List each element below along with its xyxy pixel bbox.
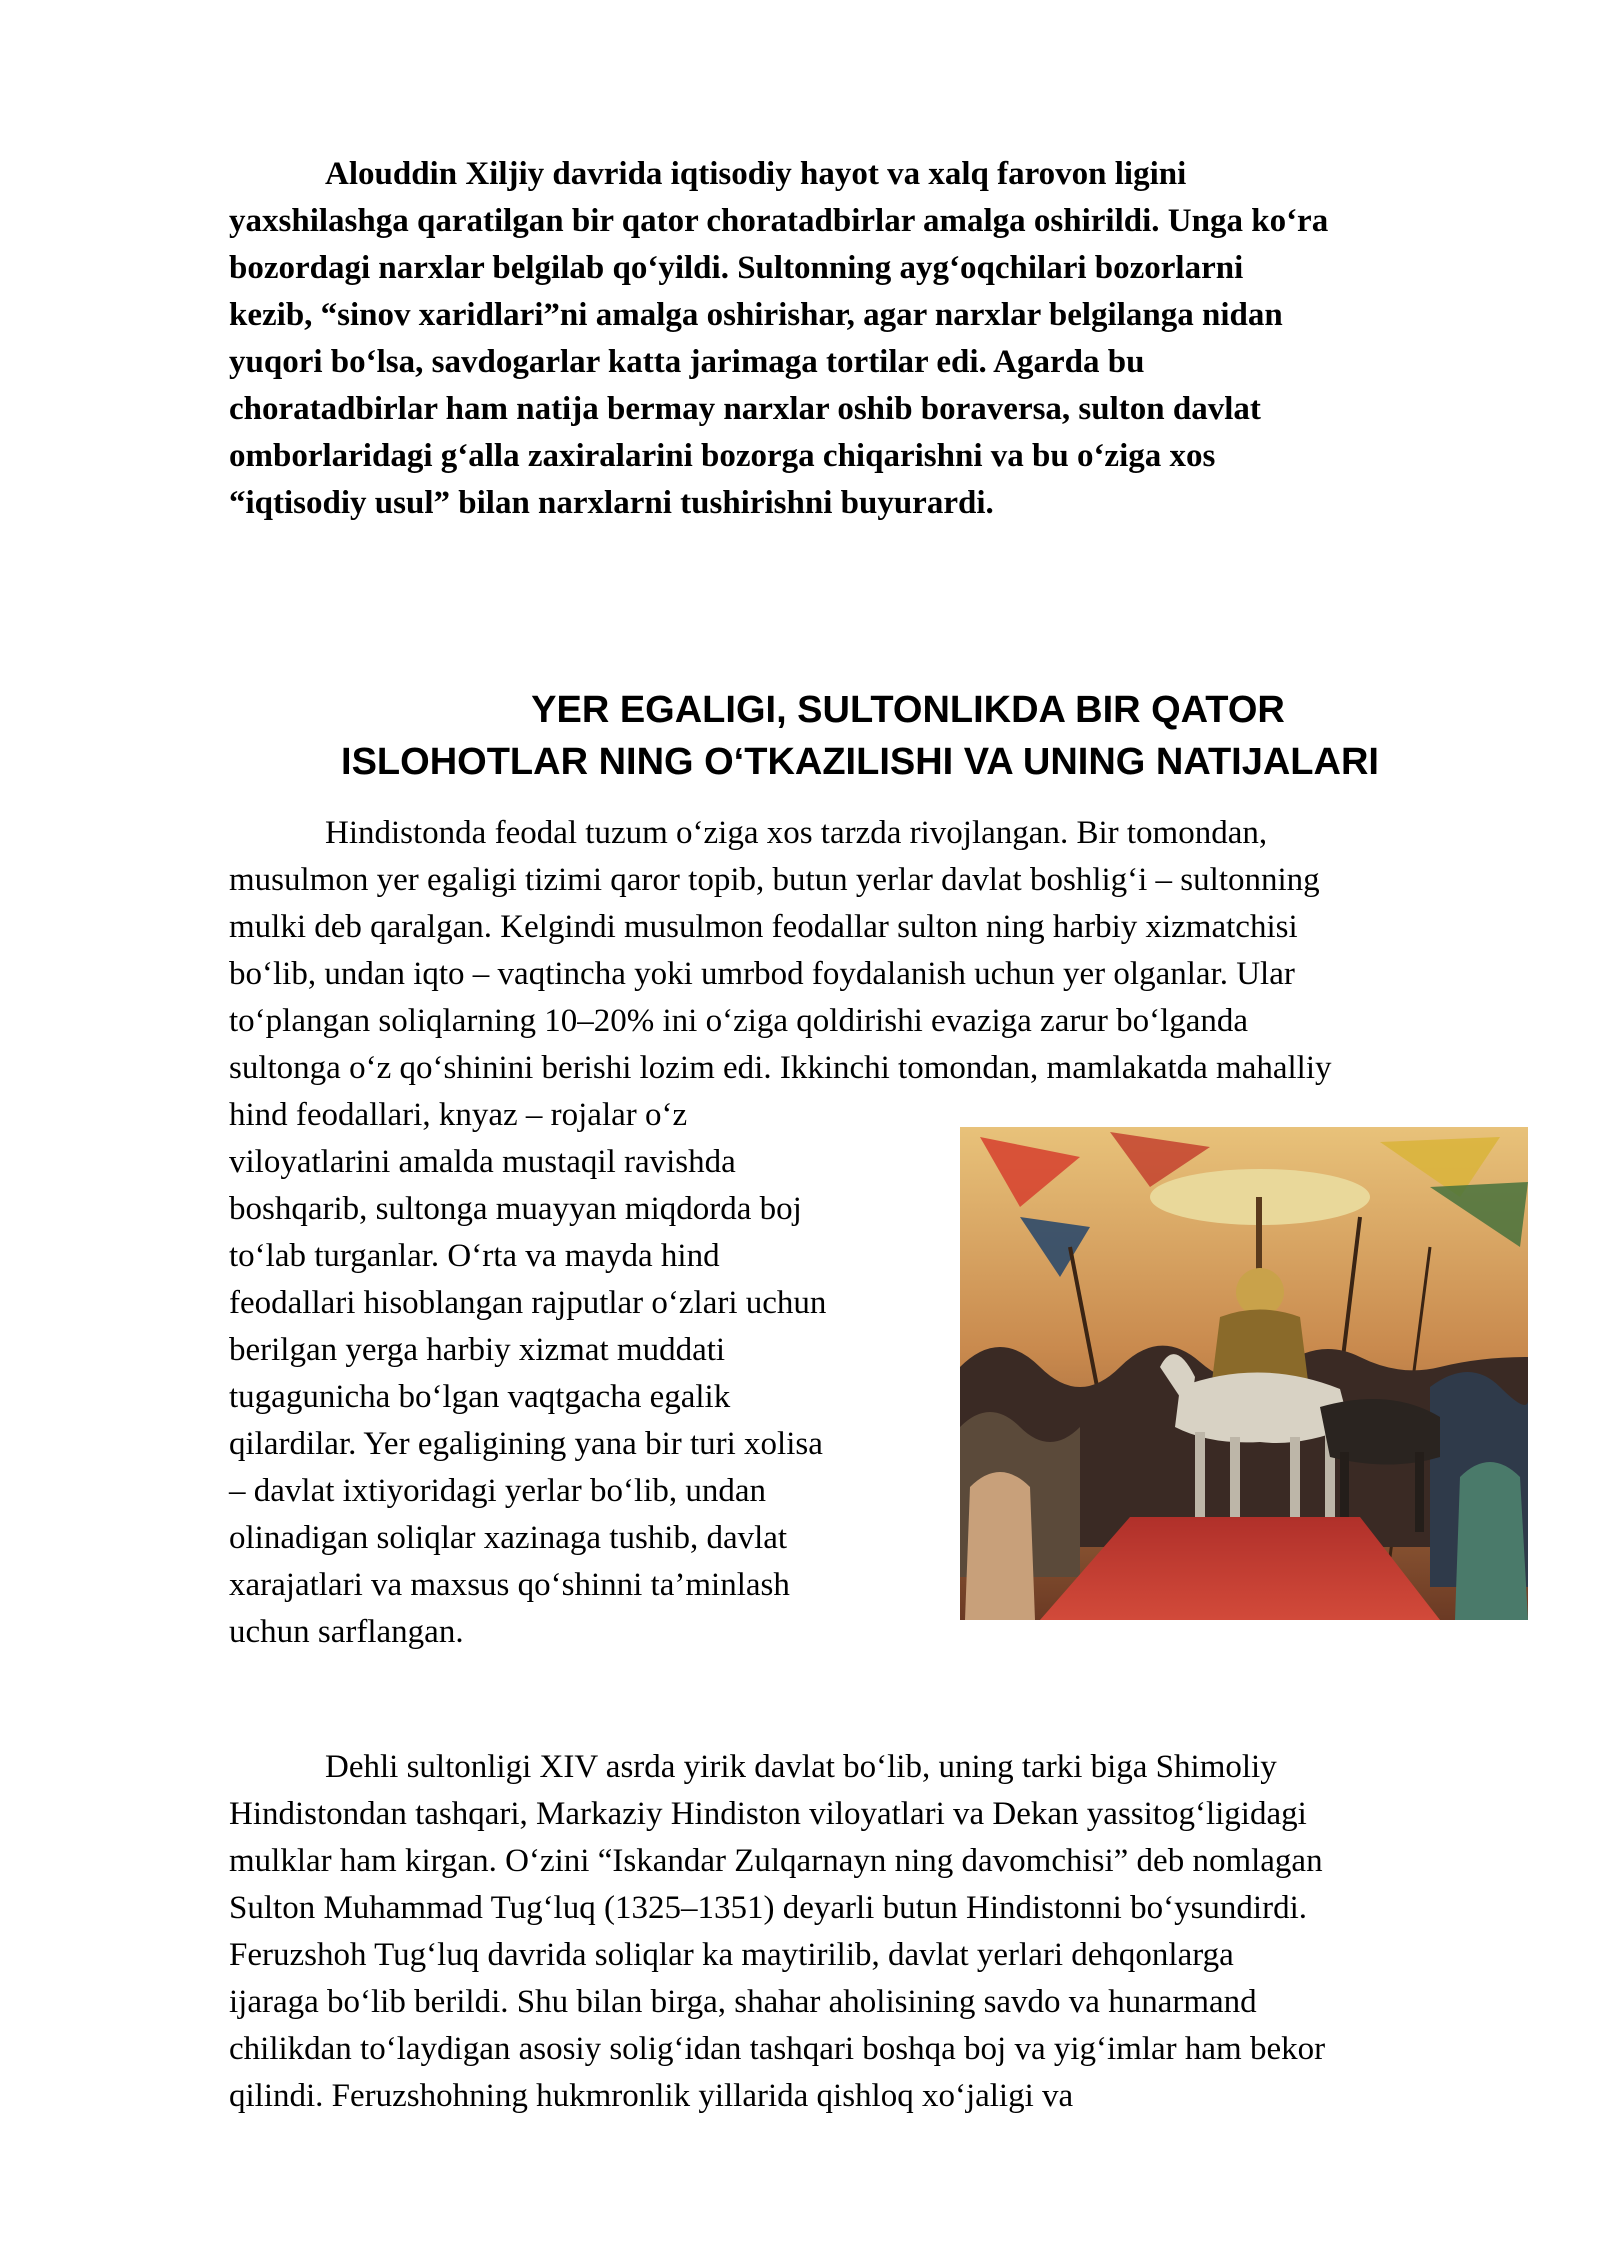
paragraph-dehli-sultanate [229,1744,1325,2120]
section-heading [229,684,1491,788]
heading-line: ISLOHOTLAR NING O‘TKAZILISHI VA UNING NATIJALARI [341,741,1379,783]
heading-line: YER EGALIGI, SULTONLIKDA BIR QATOR [531,689,1285,731]
text-line: qilardilar. Yer egaligining yana bir turi xolisa [229,1426,823,1462]
text-line: olinadigan soliqlar xazinaga tushib, davlat [229,1520,788,1556]
text-line: boshqarib, sultonga muayyan miqdorda boj [229,1191,802,1227]
text-line: bo‘lib, undan iqto – vaqtincha yoki umrbod foydalanish uchun yer olganlar. Ular [229,956,1295,992]
text-line: omborlaridagi g‘alla zaxiralarini bozorga chiqarishni va bu o‘ziga xos [229,438,1216,474]
text-line: kezib, “sinov xaridlari”ni amalga oshirishar, agar narxlar belgilanga nidan [229,297,1283,333]
text-line: bozordagi narxlar belgilab qo‘yildi. Sultonning ayg‘oqchilari bozorlarni [229,250,1244,286]
text-line: mulki deb qaralgan. Kelgindi musulmon feodallar sulton ning harbiy xizmatchisi [229,909,1298,945]
text-line: xarajatlari va maxsus qo‘shinni ta’minlash [229,1567,790,1603]
text-line: hind feodallari, knyaz – rojalar o‘z [229,1097,688,1133]
text-line: viloyatlarini amalda mustaqil ravishda [229,1144,736,1180]
text-line: Sulton Muhammad Tug‘luq (1325–1351) deyarli butun Hindistonni bo‘ysundirdi. [229,1890,1307,1926]
text-line: yaxshilashga qaratilgan bir qator choratadbirlar amalga oshirildi. Unga ko‘ra [229,203,1329,239]
text-line: Feruzshoh Tug‘luq davrida soliqlar ka maytirilib, davlat yerlari dehqonlarga [229,1937,1234,1973]
text-line: chilikdan to‘laydigan asosiy solig‘idan tashqari boshqa boj va yig‘imlar ham bekor [229,2031,1326,2067]
text-line: yuqori bo‘lsa, savdogarlar katta jarimaga tortilar edi. Agarda bu [229,344,1145,380]
text-line: – davlat ixtiyoridagi yerlar bo‘lib, undan [229,1473,767,1509]
text-line: “iqtisodiy usul” bilan narxlarni tushirishni buyurardi. [229,485,994,521]
text-line: sultonga o‘z qo‘shinini berishi lozim edi. Ikkinchi tomondan, mamlakatda mahalliy [229,1050,1332,1086]
text-line: Hindistonda feodal tuzum o‘ziga xos tarzda rivojlangan. Bir tomondan, [325,815,1268,851]
text-line: Alouddin Xiljiy davrida iqtisodiy hayot va xalq farovon ligini [325,156,1187,192]
text-line: choratadbirlar ham natija bermay narxlar oshib boraversa, sulton davlat [229,391,1261,427]
painting-illustration [960,1127,1528,1620]
text-line: Dehli sultonligi XIV asrda yirik davlat bo‘lib, uning tarki biga Shimoliy [325,1749,1277,1785]
paragraph-alouddin-economy [229,151,1328,527]
text-line: uchun sarflangan. [229,1614,464,1650]
text-line: Hindistondan tashqari, Markaziy Hindiston viloyatlari va Dekan yassitog‘ligidagi [229,1796,1307,1832]
text-line: to‘lab turganlar. O‘rta va mayda hind [229,1238,720,1274]
text-line: qilindi. Feruzshohning hukmronlik yillarida qishloq xo‘jaligi va [229,2078,1074,2114]
sultan-procession-painting [960,1127,1528,1620]
text-line: feodallari hisoblangan rajputlar o‘zlari uchun [229,1285,827,1321]
text-line: ijaraga bo‘lib berildi. Shu bilan birga, shahar aholisining savdo va hunarmand [229,1984,1257,2020]
text-line: musulmon yer egaligi tizimi qaror topib, butun yerlar davlat boshlig‘i – sultonning [229,862,1320,898]
text-line: tugagunicha bo‘lgan vaqtgacha egalik [229,1379,731,1415]
text-line: mulklar ham kirgan. O‘zini “Iskandar Zulqarnayn ning davomchisi” deb nomlagan [229,1843,1323,1879]
text-line: berilgan yerga harbiy xizmat muddati [229,1332,726,1368]
text-line: to‘plangan soliqlarning 10–20% ini o‘ziga qoldirishi evaziga zarur bo‘lganda [229,1003,1249,1039]
